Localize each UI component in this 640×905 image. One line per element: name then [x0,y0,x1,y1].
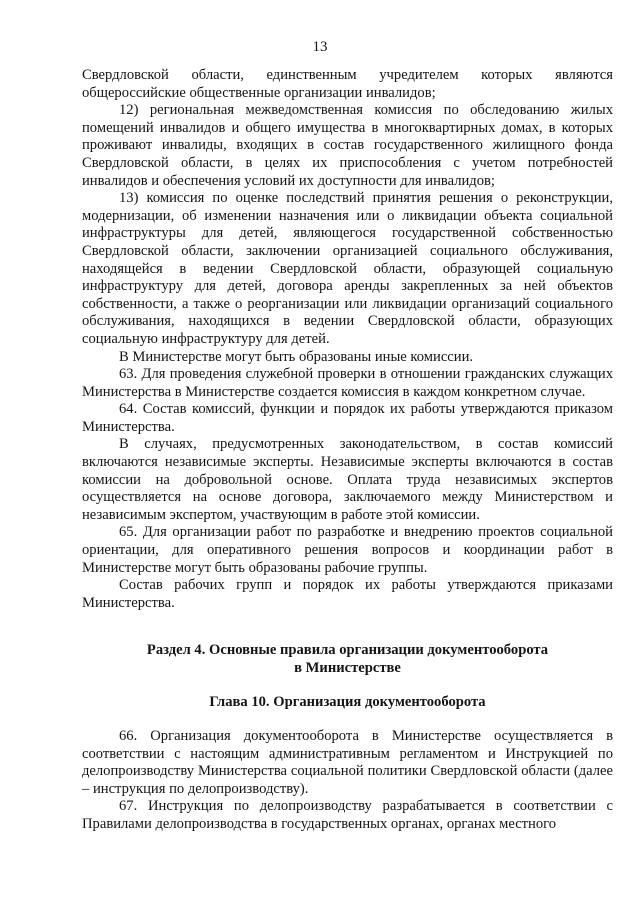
paragraph: В случаях, предусмотренных законодательством, в состав комиссий включаются независимые эксперты. Независимые эксперты включаются в состав комиссии на добровольной основе. Оплата труда независимых экспертов осуществляется на основе договора, заключаемого между Министерством и независимым экспертом, участвующим в работе этой комиссии. [82,436,613,523]
paragraph: 65. Для организации работ по разработке и внедрению проектов социальной ориентации, для оперативного решения вопросов и координации работ в Министерстве могут быть образованы рабочие группы. [82,524,613,576]
paragraph: 12) региональная межведомственная комиссия по обследованию жилых помещений инвалидов и общего имущества в многоквартирных домах, в которых проживают инвалиды, входящих в состав государственного жилищного фонда Свердловской области, в целях их приспособления с учетом потребностей инвалидов и обеспечения условий их доступности для инвалидов; [82,102,613,189]
paragraph: В Министерстве могут быть образованы иные комиссии. [119,348,474,365]
chapter-heading [82,694,613,712]
lower-body-text [82,728,613,834]
section-heading [82,642,613,677]
body-text [82,67,613,612]
section-heading-line: в Министерстве [294,659,401,676]
paragraph: Состав рабочих групп и порядок их работы утверждаются приказами Министерства. [82,577,613,611]
page-number: 13 [312,39,328,55]
paragraph: 64. Состав комиссий, функции и порядок их работы утверждаются приказом Министерства. [82,401,613,435]
paragraph: 67. Инструкция по делопроизводству разрабатывается в соответствии с Правилами делопроизводства в государственных органах, органах местного [82,798,613,832]
paragraph: Свердловской области, единственным учредителем которых являются общероссийские общественные организации инвалидов; [82,67,613,101]
paragraph: 66. Организация документооборота в Министерстве осуществляется в соответствии с настоящим административным регламентом и Инструкцией по делопроизводству Министерства социальной политики Свердловской области (далее – инструкция по делопроизводству). [82,728,613,797]
section-heading-line: Раздел 4. Основные правила организации документооборота [146,642,549,658]
paragraph: 13) комиссия по оценке последствий принятия решения о реконструкции, модернизации, об изменении назначения или о ликвидации объекта социальной инфраструктуры для детей, являющегося государственной собственностью Свердловской области, заключении организацией социального обслуживания, находящейся в ведении Свердловской области, образующей социальную инфраструктуру для детей, договора аренды закрепленных за ней объектов собственности, а также о реорганизации или ликвидации организаций социального обслуживания, находящихся в ведении Свердловской области, образующих социальную инфраструктуру для детей. [82,190,613,347]
paragraph: 63. Для проведения служебной проверки в отношении гражданских служащих Министерства в Министерстве создается комиссия в каждом конкретном случае. [82,366,613,400]
chapter-heading-text: Глава 10. Организация документооборота [209,694,486,710]
